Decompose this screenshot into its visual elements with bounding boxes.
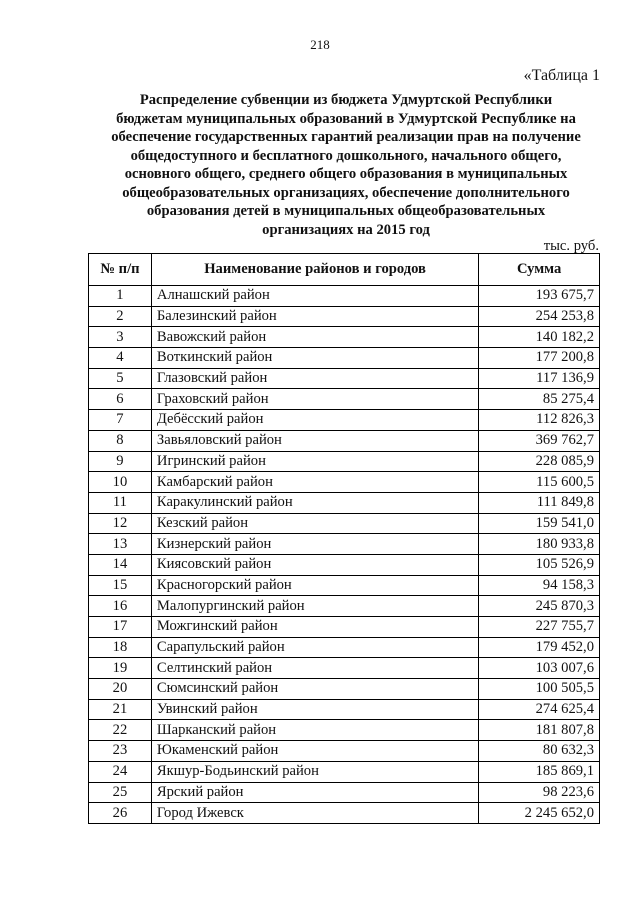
amount: 105 526,9 <box>479 554 600 575</box>
district-name: Балезинский район <box>151 306 478 327</box>
district-name: Сарапульский район <box>151 637 478 658</box>
row-number: 1 <box>89 286 152 307</box>
title-line: организациях на 2015 год <box>262 221 430 238</box>
row-number: 14 <box>89 554 152 575</box>
amount: 227 755,7 <box>479 617 600 638</box>
row-number: 4 <box>89 348 152 369</box>
district-name: Граховский район <box>151 389 478 410</box>
district-name: Город Ижевск <box>151 803 478 824</box>
table-row <box>89 741 600 762</box>
row-number: 12 <box>89 513 152 534</box>
amount: 245 870,3 <box>479 596 600 617</box>
header-sum: Сумма <box>479 254 600 286</box>
amount: 94 158,3 <box>479 575 600 596</box>
amount: 274 625,4 <box>479 699 600 720</box>
table-row <box>89 472 600 493</box>
row-number: 24 <box>89 761 152 782</box>
amount: 100 505,5 <box>479 679 600 700</box>
table-row <box>89 617 600 638</box>
table-row <box>89 348 600 369</box>
district-name: Ярский район <box>151 782 478 803</box>
row-number: 11 <box>89 492 152 513</box>
district-name: Юкаменский район <box>151 741 478 762</box>
title-line: образования детей в муниципальных общеобразовательных <box>146 203 546 219</box>
table-row <box>89 286 600 307</box>
title-line: общедоступного и бесплатного дошкольного, начального общего, <box>130 147 562 164</box>
table-row <box>89 306 600 327</box>
row-number: 18 <box>89 637 152 658</box>
row-number: 20 <box>89 679 152 700</box>
title-line: общеобразовательных организациях, обеспечение дополнительного <box>122 184 570 201</box>
district-name: Шарканский район <box>151 720 478 741</box>
row-number: 17 <box>89 617 152 638</box>
title-line: обеспечение государственных гарантий реализации прав на получение <box>111 129 581 145</box>
row-number: 21 <box>89 699 152 720</box>
row-number: 5 <box>89 368 152 389</box>
title-line: бюджетам муниципальных образований в Удмуртской Республике на <box>116 110 576 127</box>
amount: 254 253,8 <box>479 306 600 327</box>
table-row <box>89 327 600 348</box>
table-body <box>89 286 600 824</box>
table-row <box>89 803 600 824</box>
district-name: Сюмсинский район <box>151 679 478 700</box>
district-name: Каракулинский район <box>151 492 478 513</box>
district-name: Кизнерский район <box>151 534 478 555</box>
table-row <box>89 699 600 720</box>
table-row <box>89 637 600 658</box>
table-row <box>89 492 600 513</box>
amount: 193 675,7 <box>479 286 600 307</box>
district-name: Камбарский район <box>151 472 478 493</box>
table-row <box>89 389 600 410</box>
row-number: 23 <box>89 741 152 762</box>
row-number: 15 <box>89 575 152 596</box>
row-number: 19 <box>89 658 152 679</box>
table-row <box>89 679 600 700</box>
units-label: тыс. руб. <box>543 238 599 254</box>
district-name: Вавожский район <box>151 327 478 348</box>
header-number: № п/п <box>89 254 152 286</box>
amount: 112 826,3 <box>479 410 600 431</box>
amount: 177 200,8 <box>479 348 600 369</box>
table-row <box>89 761 600 782</box>
table-row <box>89 451 600 472</box>
district-name: Малопургинский район <box>151 596 478 617</box>
district-name: Якшур-Бодьинский район <box>151 761 478 782</box>
amount: 80 632,3 <box>479 741 600 762</box>
table-label: «Таблица 1 <box>523 67 600 84</box>
amount: 98 223,6 <box>479 782 600 803</box>
amount: 140 182,2 <box>479 327 600 348</box>
table-row <box>89 368 600 389</box>
table-row <box>89 534 600 555</box>
amount: 179 452,0 <box>479 637 600 658</box>
amount: 180 933,8 <box>479 534 600 555</box>
district-name: Алнашский район <box>151 286 478 307</box>
table-row <box>89 720 600 741</box>
table-header-row <box>89 254 600 286</box>
row-number: 10 <box>89 472 152 493</box>
row-number: 9 <box>89 451 152 472</box>
row-number: 26 <box>89 803 152 824</box>
row-number: 2 <box>89 306 152 327</box>
district-name: Можгинский район <box>151 617 478 638</box>
row-number: 7 <box>89 410 152 431</box>
district-name: Игринский район <box>151 451 478 472</box>
row-number: 22 <box>89 720 152 741</box>
district-name: Завьяловский район <box>151 430 478 451</box>
amount: 159 541,0 <box>479 513 600 534</box>
district-name: Кезский район <box>151 513 478 534</box>
district-name: Селтинский район <box>151 658 478 679</box>
amount: 103 007,6 <box>479 658 600 679</box>
district-name: Глазовский район <box>151 368 478 389</box>
row-number: 13 <box>89 534 152 555</box>
table-row <box>89 658 600 679</box>
amount: 115 600,5 <box>479 472 600 493</box>
amount: 181 807,8 <box>479 720 600 741</box>
district-name: Киясовский район <box>151 554 478 575</box>
row-number: 25 <box>89 782 152 803</box>
amount: 228 085,9 <box>479 451 600 472</box>
table-row <box>89 554 600 575</box>
amount: 111 849,8 <box>479 492 600 513</box>
district-name: Дебёсский район <box>151 410 478 431</box>
row-number: 16 <box>89 596 152 617</box>
table-row <box>89 575 600 596</box>
amount: 369 762,7 <box>479 430 600 451</box>
table-row <box>89 410 600 431</box>
table-row <box>89 513 600 534</box>
amount: 85 275,4 <box>479 389 600 410</box>
row-number: 3 <box>89 327 152 348</box>
title-line: Распределение субвенции из бюджета Удмуртской Республики <box>139 92 553 108</box>
district-name: Воткинский район <box>151 348 478 369</box>
table-row <box>89 596 600 617</box>
page-number: 218 <box>310 37 330 52</box>
table-row <box>89 782 600 803</box>
district-name: Увинский район <box>151 699 478 720</box>
header-name: Наименование районов и городов <box>151 254 478 286</box>
title-line: основного общего, среднего общего образования в муниципальных <box>124 166 568 182</box>
document-title <box>86 91 606 239</box>
amount: 2 245 652,0 <box>479 803 600 824</box>
amount: 117 136,9 <box>479 368 600 389</box>
row-number: 8 <box>89 430 152 451</box>
row-number: 6 <box>89 389 152 410</box>
table-row <box>89 430 600 451</box>
amount: 185 869,1 <box>479 761 600 782</box>
subvention-table <box>88 253 600 824</box>
district-name: Красногорский район <box>151 575 478 596</box>
